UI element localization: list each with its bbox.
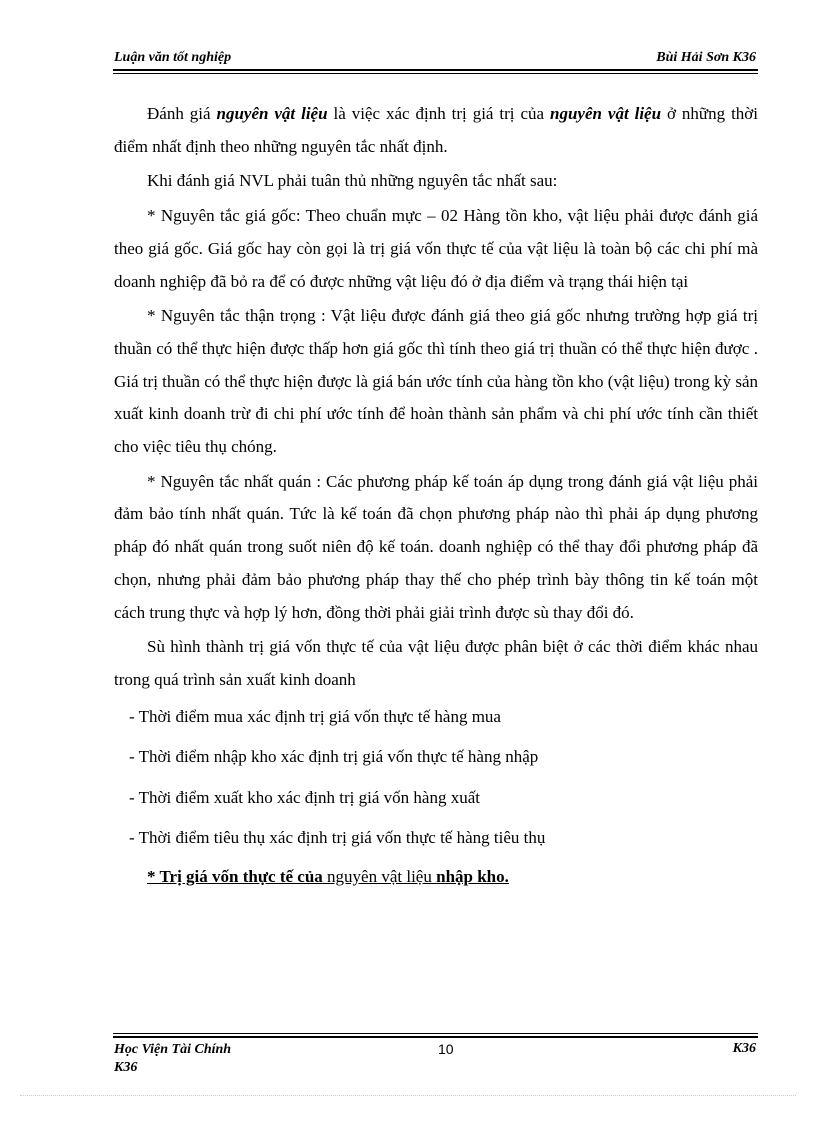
footer-institution-name: Học Viện Tài Chính — [114, 1042, 232, 1057]
p1-emphasis-1: nguyên vật liệu — [216, 104, 328, 123]
body-text — [114, 98, 758, 895]
footer-right-class: K36 — [732, 1041, 756, 1056]
section-heading — [114, 859, 758, 895]
header-rule — [113, 69, 758, 71]
section-heading-bold-a: * Trị giá vốn thực tế của — [147, 866, 323, 886]
list-item: - Thời điểm xuất kho xác định trị giá vốn hàng xuất — [129, 787, 480, 807]
footer-class: K36 — [114, 1060, 138, 1075]
paragraph-3: * Nguyên tắc giá gốc: Theo chuẩn mực – 02 Hàng tồn kho, vật liệu phải được đánh giá theo giá gốc. Giá gốc hay còn gọi là trị giá vốn thực tế của vật liệu là toàn bộ các chi phí mà doanh nghiệp đã bỏ ra để có được những vật liệu đó ở địa điểm và trạng thái hiện tại — [114, 206, 758, 291]
header-author: Bùi Hải Sơn K36 — [656, 50, 756, 65]
list-item: - Thời điểm nhập kho xác định trị giá vốn thực tế hàng nhập — [129, 747, 539, 767]
header-left-title: Luận văn tốt nghiệp — [114, 50, 232, 65]
p1-text-e: ở những thời điểm nhất định theo những nguyên tắc nhất định. — [114, 104, 759, 156]
page-number: 10 — [438, 1041, 454, 1057]
time-points-list — [114, 697, 758, 859]
list-item: - Thời điểm mua xác định trị giá vốn thực tế hàng mua — [129, 706, 501, 726]
p1-emphasis-2: nguyên vật liệu — [550, 104, 662, 123]
list-item: - Thời điểm tiêu thụ xác định trị giá vốn thực tế hàng tiêu thụ — [129, 828, 546, 848]
header-rule-thin — [113, 73, 758, 74]
page-boundary-line — [20, 1095, 796, 1096]
paragraph-4: * Nguyên tắc thận trọng : Vật liệu được đánh giá theo giá gốc nhưng trường hợp giá trị thuần có thể thực hiện được thấp hơn giá gốc thì tính theo giá trị thuần có thể thực hiện được . Giá trị thuần có thể thực hiện được là giá bán ước tính của hàng tồn kho (vật liệu) trong kỳ sản xuất kinh doanh trừ đi chi phí ước tính để hoàn thành sản phẩm và chi phí ước tính cần thiết cho việc tiêu thụ chóng. — [114, 306, 758, 457]
footer-rule — [113, 1036, 758, 1038]
paragraph-6: Sù hình thành trị giá vốn thực tế của vật liệu được phân biệt ở các thời điểm khác nhau trong quá trình sản xuất kinh doanh — [114, 637, 758, 689]
footer-rule-thin — [113, 1033, 758, 1034]
section-heading-bold-c: nhập kho. — [436, 866, 509, 886]
section-heading-normal: nguyên vật liệu — [322, 866, 437, 886]
footer-institution — [114, 1041, 231, 1077]
p1-text-c: là việc xác định trị giá trị của — [327, 104, 550, 123]
p1-text-a: Đánh giá — [147, 104, 217, 123]
paragraph-1 — [114, 98, 758, 163]
paragraph-2: Khi đánh giá NVL phải tuân thủ những nguyên tắc nhất sau: — [147, 171, 558, 191]
paragraph-5: * Nguyên tắc nhất quán : Các phương pháp kế toán áp dụng trong đánh giá vật liệu phải đảm bảo tính nhất quán. Tức là kế toán đã chọn phương pháp nào thì phải áp dụng phương pháp đó nhất quán trong suốt niên độ kế toán. doanh nghiệp có thể thay đổi phương pháp đã chọn, nhưng phải đảm bảo phương pháp thay thế cho phép trình bày thông tin kế toán một cách trung thực và hợp lý hơn, đồng thời phải giải trình được sù thay đổi đó. — [114, 471, 758, 622]
